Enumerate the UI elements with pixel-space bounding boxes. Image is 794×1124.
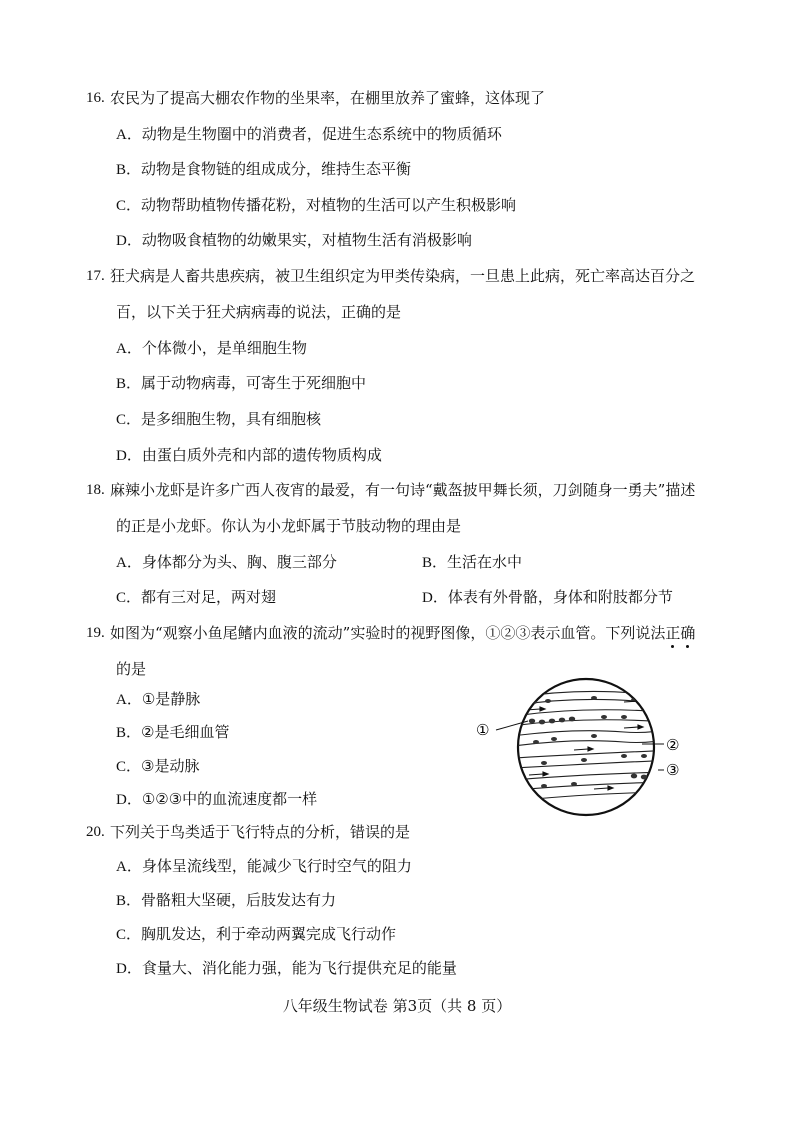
label-vessel-1: ①: [476, 721, 490, 739]
question-stem-cont: 的是: [116, 660, 147, 678]
option-d: D．①②③中的血流速度都一样: [116, 790, 318, 808]
option-b: B．骨骼粗大坚硬，后肢发达有力: [116, 891, 337, 909]
question-stem: 如图为“观察小鱼尾鳍内血液的流动”实验时的视野图像，①②③表示血管。下列说法正确: [110, 624, 696, 642]
option-b: B．属于动物病毒，可寄生于死细胞中: [116, 374, 367, 392]
option-c: C．动物帮助植物传播花粉，对植物的生活可以产生积极影响: [116, 196, 517, 214]
option-a: A．动物是生物圈中的消费者，促进生态系统中的物质循环: [116, 125, 502, 143]
question-stem-cont: 百，以下关于狂犬病病毒的说法，正确的是: [116, 303, 402, 321]
question-number: 18.: [86, 482, 105, 498]
blood-flow-microscope-figure: [474, 676, 690, 818]
label-vessel-2: ②: [666, 736, 680, 754]
question-stem: 农民为了提高大棚农作物的坐果率，在棚里放养了蜜蜂，这体现了: [110, 89, 546, 107]
option-d: D．动物吸食植物的幼嫩果实，对植物生活有消极影响: [116, 231, 472, 249]
question-number: 17.: [86, 268, 105, 284]
option-c: C．胸肌发达，利于牵动两翼完成飞行动作: [116, 925, 397, 943]
question-stem: 狂犬病是人畜共患疾病，被卫生组织定为甲类传染病，一旦患上此病，死亡率高达百分之: [110, 267, 696, 285]
question-number: 16.: [86, 90, 105, 106]
question-number: 20.: [86, 824, 105, 840]
option-b: B．生活在水中: [422, 553, 523, 571]
question-stem-cont: 的正是小龙虾。你认为小龙虾属于节肢动物的理由是: [116, 517, 462, 535]
question-number: 19.: [86, 625, 105, 641]
question-stem: 下列关于鸟类适于飞行特点的分析，错误的是: [110, 823, 411, 841]
option-a: A．①是静脉: [116, 690, 201, 708]
option-c: C．③是动脉: [116, 757, 200, 775]
option-a: A．个体微小，是单细胞生物: [116, 339, 307, 357]
option-c: C．都有三对足，两对翅: [116, 588, 277, 606]
emphasis-dots: 正确: [665, 624, 696, 642]
page-footer: 八年级生物试卷 第3页（共 8 页）: [282, 997, 512, 1015]
option-a: A．身体呈流线型，能减少飞行时空气的阻力: [116, 857, 412, 875]
option-d: D．体表有外骨骼，身体和附肢都分节: [422, 588, 673, 606]
option-b: B．②是毛细血管: [116, 723, 230, 741]
option-d: D．食量大、消化能力强，能为飞行提供充足的能量: [116, 959, 457, 977]
option-a: A．身体都分为头、胸、腹三部分: [116, 553, 337, 571]
option-c: C．是多细胞生物，具有细胞核: [116, 410, 322, 428]
option-d: D．由蛋白质外壳和内部的遗传物质构成: [116, 446, 382, 464]
option-b: B．动物是食物链的组成成分，维持生态平衡: [116, 160, 412, 178]
label-vessel-3: ③: [666, 761, 680, 779]
question-stem: 麻辣小龙虾是许多广西人夜宵的最爱，有一句诗“戴盔披甲舞长须，刀剑随身一勇夫”描述: [110, 481, 696, 499]
